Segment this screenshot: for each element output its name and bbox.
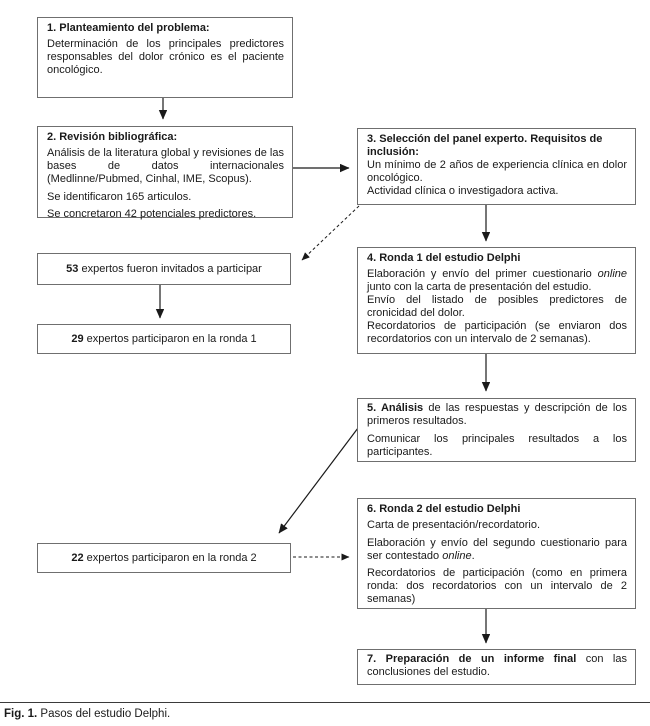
step-3-paragraph-2: Actividad clínica o investigadora activa. — [367, 185, 559, 197]
step-6-box — [357, 498, 636, 609]
invited-experts-count: 53 — [66, 262, 79, 275]
round2-participants-box — [37, 543, 291, 573]
dashed-arrow-step3-to-invited — [302, 206, 359, 260]
step-4-paragraph-3: Recordatorios de participación (se enviaron dos recordatorios con un intervalo de 2 semanas). — [367, 320, 627, 345]
step-4-p1-pre: Elaboración y envío del primer cuestionario — [367, 268, 598, 280]
step-3-box — [357, 128, 636, 205]
step-6-paragraph-1: Carta de presentación/recordatorio. — [367, 519, 541, 531]
step-5-title: 5. Análisis — [367, 402, 424, 414]
step-7-box — [357, 649, 636, 685]
step-2-paragraph-3: Se concretaron 42 potenciales predictores. — [47, 208, 257, 220]
step-6-paragraph-2 — [367, 537, 627, 563]
step-5-lead-rest: de las respuestas y descripción de los primeros resultados. — [367, 402, 627, 427]
step-6-p2-pre: Elaboración y envío del segundo cuestionario para ser contestado — [367, 536, 627, 562]
step-6-p2-post: . — [471, 549, 475, 562]
step-5-lead — [367, 402, 627, 428]
step-6-title: 6. Ronda 2 del estudio Delphi — [367, 503, 521, 515]
step-6-p2-online: online — [442, 549, 472, 562]
step-2-paragraph-2: Se identificaron 165 articulos. — [47, 190, 192, 203]
figure-caption — [4, 707, 170, 721]
invited-experts-label: expertos fueron invitados a participar — [78, 262, 262, 275]
caption-divider — [0, 702, 650, 703]
step-5-box — [357, 398, 636, 462]
step-4-p1-post: junto con la carta de presentación del estudio. — [367, 281, 592, 293]
step-2-title: 2. Revisión bibliográfica: — [47, 131, 178, 143]
round1-participants-text — [71, 333, 256, 346]
round1-participants-label: expertos participaron en la ronda 1 — [83, 332, 257, 345]
step-4-paragraph-2: Envío del listado de posibles predictores de cronicidad del dolor. — [367, 294, 627, 319]
step-4-title: 4. Ronda 1 del estudio Delphi — [367, 252, 521, 264]
round2-participants-text — [71, 552, 256, 565]
round1-participants-box — [37, 324, 291, 354]
round1-participants-count: 29 — [71, 332, 84, 345]
step-4-p1-online: online — [597, 268, 627, 280]
step-7-title: 7. Preparación de un informe final — [367, 653, 577, 665]
step-1-box — [37, 17, 293, 98]
step-4-box — [357, 247, 636, 354]
step-7-lead — [367, 653, 627, 679]
step-4-paragraph-1 — [367, 268, 627, 294]
invited-experts-text — [66, 263, 262, 276]
step-1-title: 1. Planteamiento del problema: — [47, 22, 210, 34]
invited-experts-box — [37, 253, 291, 285]
step-2-paragraph-1: Análisis de la literatura global y revisiones de las bases de datos internacionales (Medlinne/Pubmed, Cinhal, IME, Scopus). — [47, 147, 284, 185]
figure-caption-text: Pasos del estudio Delphi. — [37, 708, 171, 720]
figure-caption-label: Fig. 1. — [4, 708, 38, 720]
round2-participants-count: 22 — [71, 551, 84, 564]
step-3-paragraph-1: Un mínimo de 2 años de experiencia clínica en dolor oncológico. — [367, 159, 627, 184]
step-5-paragraph-2: Comunicar los principales resultados a los participantes. — [367, 432, 627, 458]
arrow-step5-to-round2 — [279, 428, 358, 533]
step-6-paragraph-3: Recordatorios de participación (como en primera ronda: dos recordatorios con un intervalo de 2 semanas) — [367, 567, 627, 605]
step-1-body: Determinación de los principales predictores responsables del dolor crónico es el paciente oncológico. — [47, 38, 284, 76]
step-3-title: 3. Selección del panel experto. Requisitos de inclusión: — [367, 133, 603, 158]
round2-participants-label: expertos participaron en la ronda 2 — [83, 551, 257, 564]
step-7-lead-rest: con las conclusiones del estudio. — [367, 653, 627, 678]
step-2-box — [37, 126, 293, 218]
